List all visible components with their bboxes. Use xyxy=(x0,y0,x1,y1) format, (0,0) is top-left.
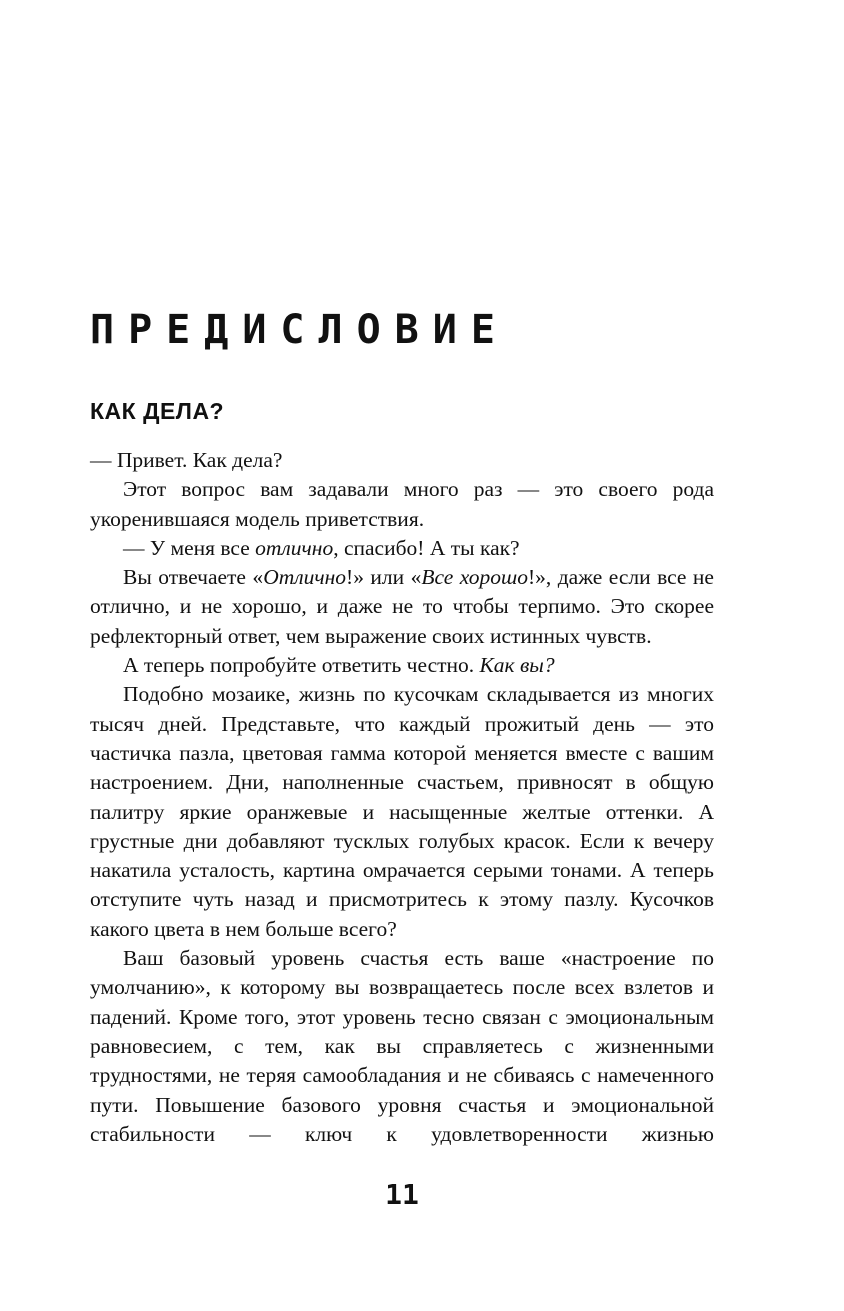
paragraph-mosaic: Подобно мозаике, жизнь по кусочкам складывается из многих тысяч дней. Представьте, что каждый прожитый день — это частичка пазла, цветовая гамма которой меняется вместе с вашим настроением. Дни, наполненные счастьем, привносят в общую палитру яркие оранжевые и насыщенные желтые оттенки. А грустные дни добавляют тусклых голубых красок. Если к вечеру накатила усталость, картина омрачается серыми тонами. А теперь отступите чуть назад и присмотритесь к этому пазлу. Кусочков какого цвета в нем больше всего? xyxy=(90,682,714,941)
emphasis-otlichno: отлично xyxy=(255,535,334,560)
paragraph-question: Этот вопрос вам задавали много раз — это своего рода укоренившаяся модель приветствия. xyxy=(90,477,714,531)
paragraph-reply: — У меня все отлично, спасибо! А ты как? xyxy=(123,535,520,560)
page-number: 11 xyxy=(385,1178,419,1211)
section-heading: КАК ДЕЛА? xyxy=(90,398,225,424)
paragraph-greeting: — Привет. Как дела? xyxy=(90,448,283,472)
emphasis-kak-vy: Как вы? xyxy=(479,653,555,678)
paragraph-baseline: Ваш базовый уровень счастья есть ваше «настроение по умолчанию», к которому вы возвращаетесь после всех взлетов и падений. Кроме того, этот уровень тесно связан с эмоциональным равновесием, с тем, как вы справляетесь с жизненными трудностями, не теряя самообладания и не сбиваясь с намеченного пути. Повышение базового уровня счастья и эмоциональной стабильности — ключ к удовлетворенности жизнью xyxy=(90,946,714,1146)
emphasis-otlichno-quote: Отлично xyxy=(263,565,347,590)
paragraph-answer: Вы отвечаете «Отлично!» или «Все хорошо!», даже если все не отлично, и не хорошо, и даже не то чтобы терпимо. Это скорее рефлекторный ответ, чем выражение своих истинных чувств. xyxy=(90,565,714,648)
chapter-title: ПРЕДИСЛОВИЕ xyxy=(90,307,509,353)
paragraph-honest: А теперь попробуйте ответить честно. Как вы? xyxy=(123,653,555,678)
body-text xyxy=(90,446,714,1149)
emphasis-vse-horosho: Все хорошо xyxy=(421,565,528,590)
